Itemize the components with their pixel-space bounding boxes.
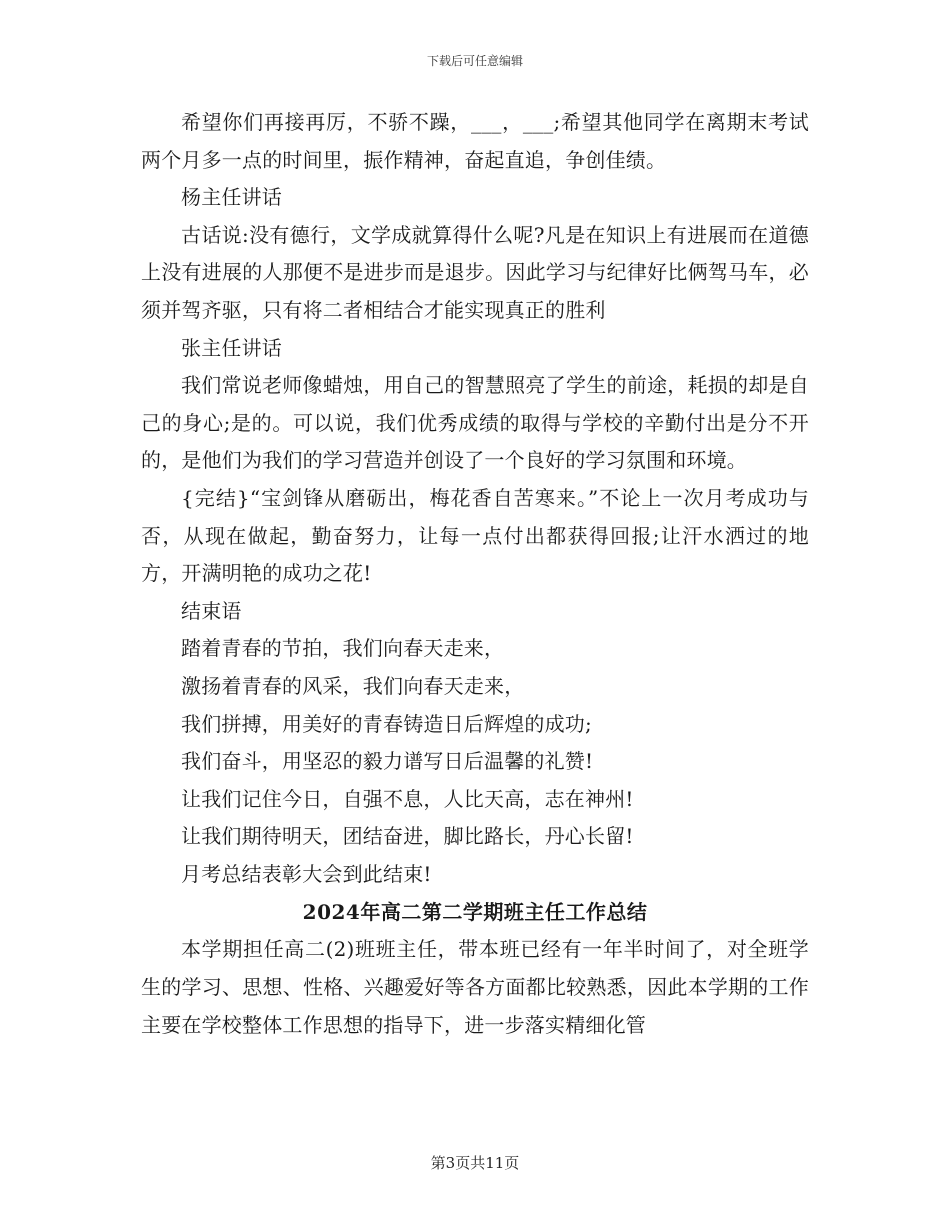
poem-line: 激扬着青春的风采，我们向春天走来， bbox=[181, 673, 525, 698]
poem-line: 我们奋斗，用坚忍的毅力谱写日后温馨的礼赞! bbox=[181, 749, 594, 774]
poem-line: 我们拼搏，用美好的青春铸造日后辉煌的成功; bbox=[181, 711, 592, 736]
speaker-heading: 杨主任讲话 bbox=[181, 185, 282, 210]
paragraph: 古话说:没有德行，文学成就算得什么呢?凡是在知识上有进展而在道德上没有进展的人那便不是进步而是退步。因此学习与纪律好比俩驾马车，必须并驾齐驱，只有将二者相结合才能实现真正的胜利 bbox=[141, 222, 809, 322]
paragraph: 本学期担任高二(2)班班主任，带本班已经有一年半时间了，对全班学生的学习、思想、性格、兴趣爱好等各方面都比较熟悉，因此本学期的工作主要在学校整体工作思想的指导下，进一步落实精细化管 bbox=[141, 937, 809, 1037]
page-footer: 第3页共11页 bbox=[430, 1154, 520, 1172]
closing-heading: 结束语 bbox=[181, 598, 242, 623]
speaker-heading: 张主任讲话 bbox=[181, 335, 282, 360]
paragraph: {完结}“宝剑锋从磨砺出，梅花香自苦寒来。”不论上一次月考成功与否，从现在做起，勤奋努力，让每一点付出都获得回报;让汗水洒过的地方，开满明艳的成功之花! bbox=[141, 485, 809, 586]
section-title: 2024年高二第二学期班主任工作总结 bbox=[302, 900, 648, 925]
paragraph: 希望你们再接再厉，不骄不躁，___，___;希望其他同学在离期末考试两个月多一点的时间里，振作精神，奋起直追，争创佳绩。 bbox=[141, 110, 809, 172]
closing-line: 月考总结表彰大会到此结束! bbox=[181, 861, 432, 886]
document-body bbox=[141, 104, 809, 1044]
poem-line: 让我们期待明天，团结奋进，脚比路长，丹心长留! bbox=[181, 824, 634, 849]
paragraph: 我们常说老师像蜡烛，用自己的智慧照亮了学生的前途，耗损的却是自己的身心;是的。可以说，我们优秀成绩的取得与学校的辛勤付出是分不开的，是他们为我们的学习营造并创设了一个良好的学习氛围和环境。 bbox=[141, 373, 809, 473]
poem-line: 让我们记住今日，自强不息，人比天高，志在神州! bbox=[181, 786, 634, 811]
page-header: 下载后可任意编辑 bbox=[426, 54, 523, 68]
poem-line: 踏着青春的节拍，我们向春天走来， bbox=[181, 636, 505, 661]
